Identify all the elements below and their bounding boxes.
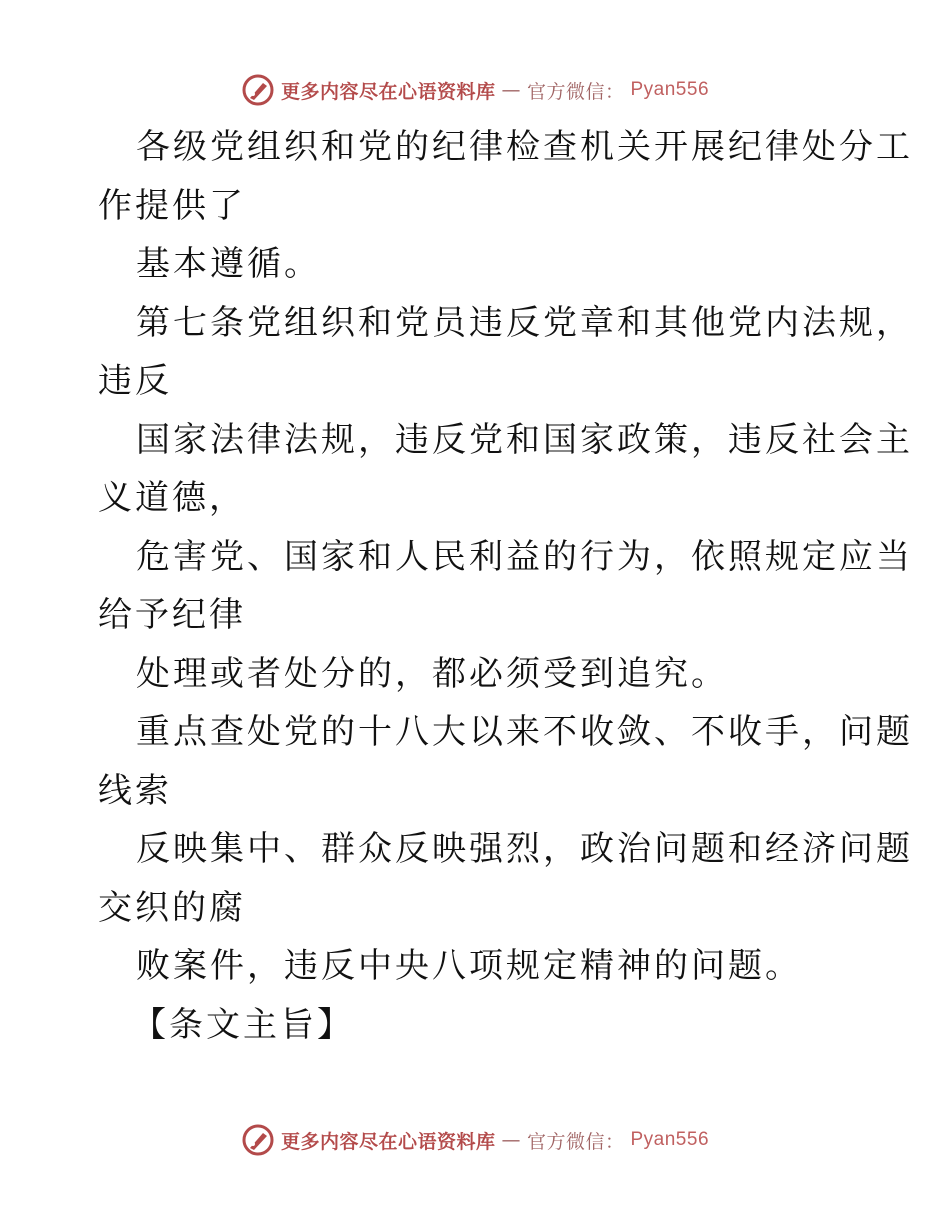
watermark-wechat-id: Pyan556 [630,79,710,100]
text-line: 第七条党组织和党员违反党章和其他党内法规， [136,302,913,343]
text-line: 线索 [98,770,172,811]
watermark-main-text: 更多内容尽在心语资料库 [280,1130,496,1153]
watermark-sub-text: 官方微信： [526,1130,625,1153]
pen-logo-icon [241,1123,275,1157]
text-line: 各级党组织和党的纪律检查机关开展纪律处分工 [136,127,913,167]
watermark-sub-text: 官方微信： [526,80,625,103]
pen-logo-icon [241,73,275,107]
text-line: 作提供了 [98,185,246,226]
text-line: 败案件，违反中央八项规定精神的问题。 [136,946,802,986]
watermark-dash: — [501,1129,521,1151]
footer-watermark [0,1120,950,1160]
text-line: 交织的腐 [98,887,246,928]
watermark-dash: — [501,79,521,101]
section-heading: 【条文主旨】 [132,1004,354,1045]
watermark-main-text: 更多内容尽在心语资料库 [280,80,496,103]
text-line: 基本遵循。 [136,244,321,284]
text-line: 义道德， [98,478,246,518]
text-line: 处理或者处分的，都必须受到追究。 [136,653,728,694]
text-line: 违反 [98,361,172,401]
text-line: 重点查处党的十八大以来不收敛、不收手，问题 [136,712,913,752]
text-line: 危害党、国家和人民利益的行为，依照规定应当 [136,536,913,577]
text-line: 反映集中、群众反映强烈，政治问题和经济问题 [136,829,913,869]
text-line: 国家法律法规，违反党和国家政策，违反社会主 [136,419,913,460]
watermark-wechat-id: Pyan556 [630,1129,710,1150]
document-body [98,118,913,1054]
text-line: 给予纪律 [98,595,246,635]
header-watermark [0,70,950,110]
